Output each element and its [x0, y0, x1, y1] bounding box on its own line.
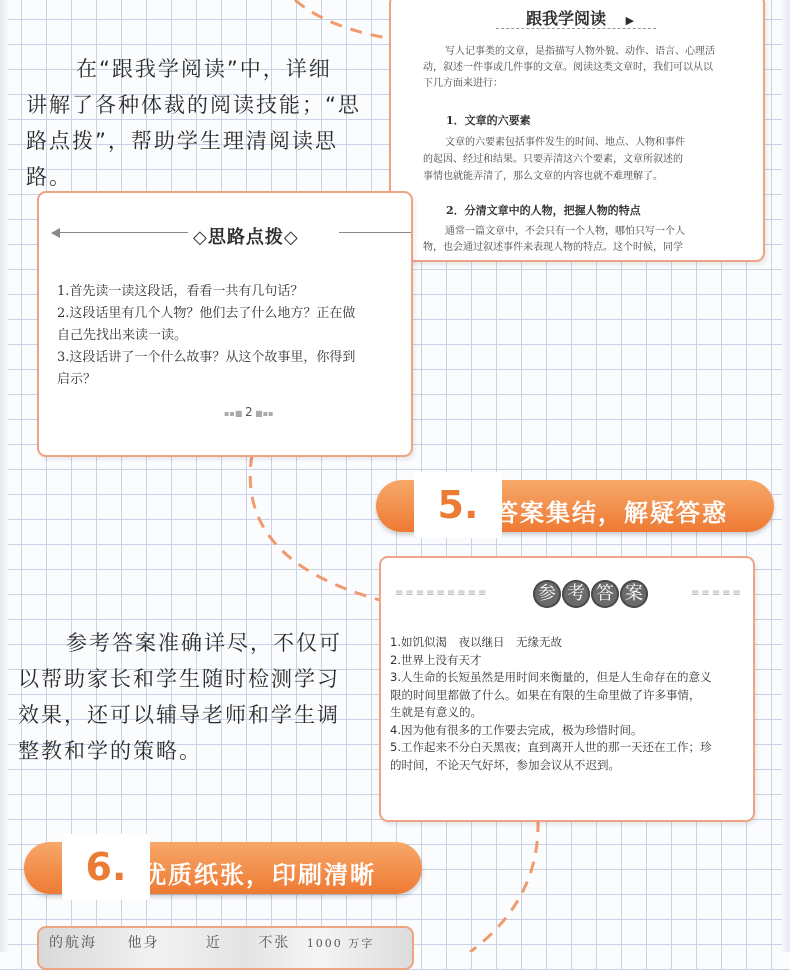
section1-body [423, 134, 753, 185]
intro-line: 路点拨”，帮助学生理清阅读思 [26, 129, 338, 153]
answers-card [379, 556, 755, 822]
text-line: 文章的六要素包括事件发生的时间、地点、人物和事件 [445, 137, 685, 148]
banner-text: 答案集结，解疑答惑 [494, 499, 728, 527]
book-photo [37, 926, 414, 970]
answers-title [533, 580, 649, 608]
photo-word: 不张 [258, 935, 291, 951]
answers-body [390, 634, 755, 774]
section1-title: 1．文章的六要素 [446, 114, 531, 127]
feature-banner-6 [24, 842, 422, 894]
tips-card [37, 191, 413, 457]
right-dash-rule: ≡≡≡≡≡ [691, 588, 743, 599]
play-arrow-icon: ▶ [625, 14, 635, 27]
text-line: 事情也就能弄清了，那么文章的内容也就不难理解了。 [423, 171, 663, 182]
intro-line: 整教和学的策略。 [18, 739, 202, 763]
feature-banner-5 [376, 480, 774, 532]
intro-line: 在“跟我学阅读”中，详细 [76, 57, 332, 81]
intro-line: 路。 [26, 165, 72, 189]
photo-word: 1000 万字 [306, 937, 375, 950]
answer-line: 1.如饥似渴 夜以继日 无缘无故 [390, 635, 562, 649]
title-char: 参 [533, 580, 561, 608]
tip-line: 启示？ [57, 372, 97, 387]
tips-card-body [57, 281, 413, 391]
title-right-rule [339, 232, 413, 233]
intro-line: 参考答案准确详尽，不仅可 [66, 631, 342, 655]
banner-number: 6. [62, 834, 150, 900]
answer-line: 限的时间里都做了什么。如果在有限的生命里做了许多事情， [390, 687, 701, 702]
photo-word: 的航海 [49, 935, 97, 951]
tip-line: 3.这段话讲了一个什么故事？从这个故事里，你得到 [57, 350, 356, 365]
answer-line: 5.工作起来不分白天黑夜；直到离开人世的那一天还在工作；珍 [390, 740, 712, 754]
section2-title: 2．分清文章中的人物，把握人物的特点 [446, 204, 641, 217]
tip-line: 自己先找出来读一读。 [57, 328, 188, 343]
answer-line: 的时间，不论天气好坏，参加会议从不迟到。 [390, 757, 620, 772]
reading-card-title-text: 跟我学阅读 [526, 9, 607, 28]
intro-text-reading [26, 51, 386, 195]
section2-body [423, 224, 753, 256]
page-number-value: 2 [244, 405, 253, 419]
left-dash-rule: ≡≡≡≡≡≡≡≡≡ [395, 588, 489, 599]
text-line: 动，叙述一件事或几件事的文章。阅读这类文章时，我们可以从以 [423, 62, 713, 73]
arrow-left-icon [53, 232, 188, 233]
reading-card-title [526, 6, 634, 29]
answer-line: 3.人生命的长短虽然是用时间来衡量的，但是人生命存在的意义 [390, 670, 712, 684]
title-char: 案 [620, 580, 648, 608]
book-photo-text [49, 932, 374, 952]
reading-card-intro [423, 44, 753, 92]
tips-card-title: ◇思路点拨◇ [193, 227, 299, 248]
title-char: 考 [562, 580, 590, 608]
arrow-left-head [51, 228, 60, 238]
page-number: ▪▪■ 2 ■▪▪ [224, 405, 274, 419]
intro-line: 以帮助家长和学生随时检测学习 [18, 667, 340, 691]
text-line: 通常一篇文章中，不会只有一个人物，哪怕只写一个人 [445, 226, 685, 237]
text-line: 的起因、经过和结果。只要弄清这六个要素，文章所叙述的 [423, 154, 683, 165]
intro-text-answers [18, 625, 368, 769]
page-left-edge [0, 0, 8, 952]
photo-word: 近 [205, 935, 222, 951]
answer-line: 2.世界上没有天才 [390, 652, 482, 667]
reading-card [389, 0, 765, 262]
title-underline [496, 28, 656, 29]
banner-text: 优质纸张，印刷清晰 [142, 861, 376, 889]
answer-line: 4.因为他有很多的工作要去完成，极为珍惜时间。 [390, 722, 643, 737]
intro-line: 讲解了各种体裁的阅读技能；“思 [26, 93, 361, 117]
photo-word: 他身 [127, 935, 160, 951]
text-line: 下几方面来进行： [423, 78, 503, 89]
text-line: 物，也会通过叙述事件来表现人物的特点。这个时候，同学 [423, 242, 683, 253]
banner-number: 5. [414, 472, 502, 538]
answer-line: 生就是有意义的。 [390, 705, 482, 719]
intro-line: 效果，还可以辅导老师和学生调 [18, 703, 340, 727]
tip-line: 2.这段话里有几个人物？他们去了什么地方？正在做 [57, 306, 356, 321]
title-char: 答 [591, 580, 619, 608]
page-right-edge [782, 0, 790, 952]
text-line: 写人记事类的文章，是指描写人物外貌、动作、语言、心理活 [445, 46, 715, 57]
tip-line: 1.首先读一读这段话，看看一共有几句话？ [57, 284, 304, 299]
